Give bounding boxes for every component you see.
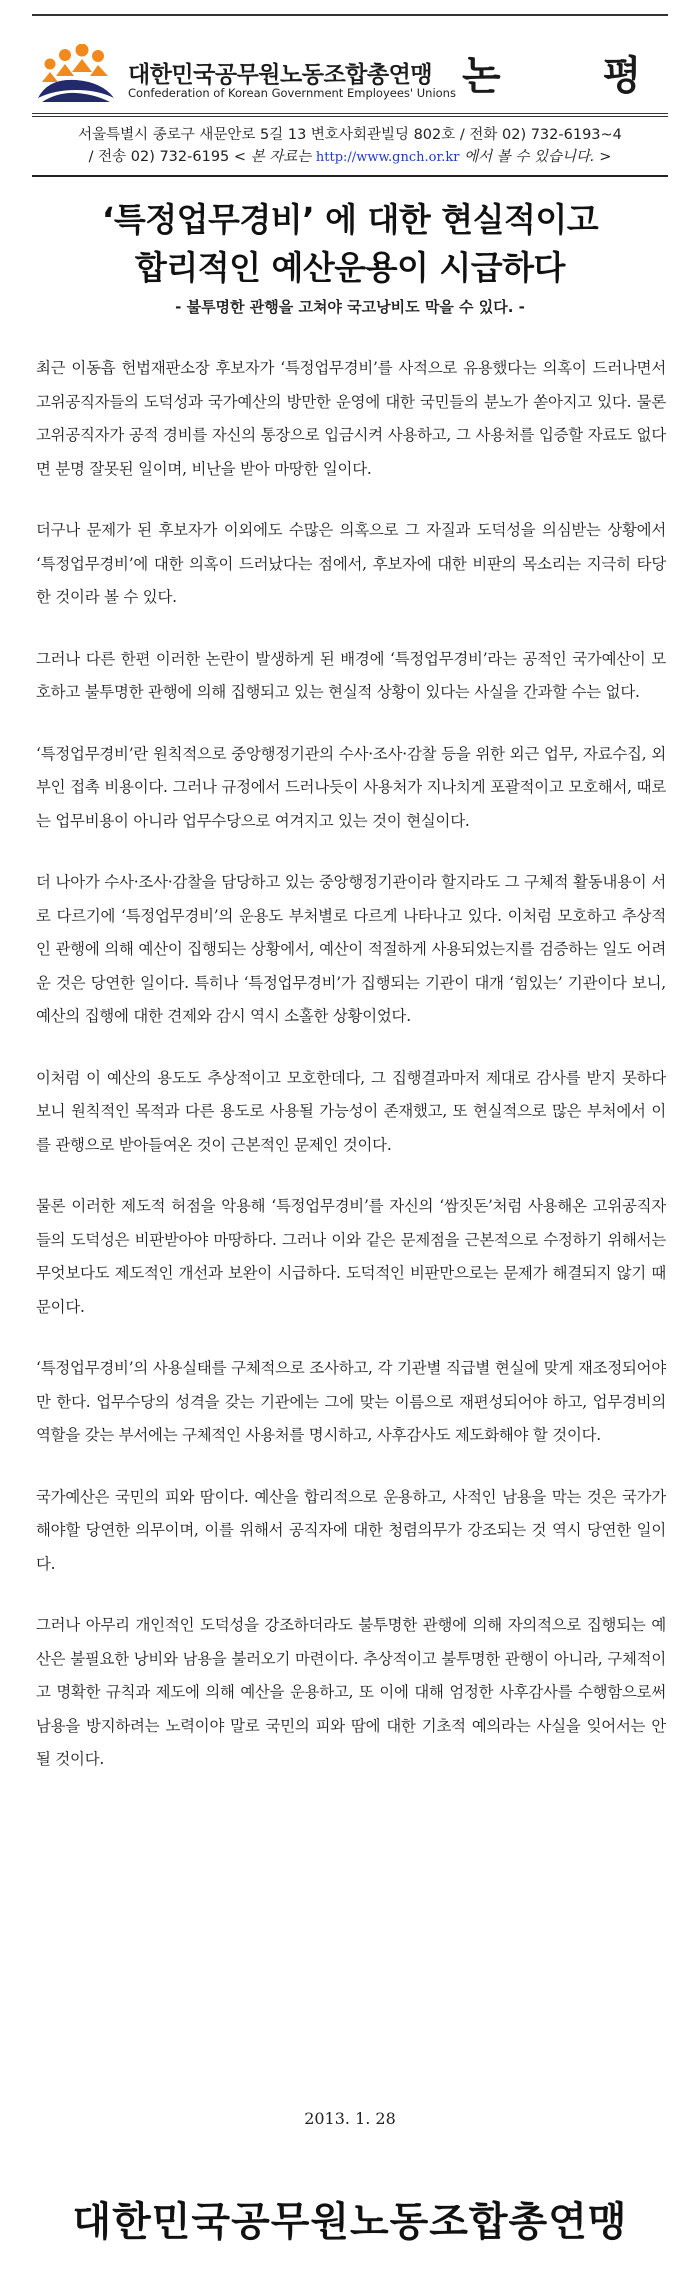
header-bottom-rule-2 xyxy=(32,116,668,117)
logo-head-2 xyxy=(59,49,71,61)
logo-arm-1 xyxy=(42,72,58,82)
footer-org-name: 대한민국공무원노동조합총연맹 xyxy=(72,2199,628,2245)
union-logo xyxy=(38,44,114,102)
logo-head-1 xyxy=(45,59,56,70)
body-paragraph: 그러나 다른 한편 이러한 논란이 발생하게 된 배경에 ‘특정업무경비’라는 공적인 국가예산이 모호하고 불투명한 관행에 의해 집행되고 있는 현실적 상황이 있다는 사실을 간과할 수는 없다. xyxy=(36,649,666,701)
body-paragraph: 더구나 문제가 된 후보자가 이외에도 수많은 의혹으로 그 자질과 도덕성을 의심받는 상황에서 ‘특정업무경비’에 대한 의혹이 드러났다는 점에서, 후보자에 대한 비판의 목소리는 지극히 타당한 것이라 볼 수 있다. xyxy=(36,521,666,606)
body-paragraph: ‘특정업무경비’란 원칙적으로 중앙행정기관의 수사·조사·감찰 등을 위한 외근 업무, 자료수집, 외부인 접촉 비용이다. 그러나 규정에서 드러나듯이 사용처가 지나치게 포괄적이고 모호해서, 때로는 업무비용이 아니라 업무수당으로 여겨지고 있는 것이 현실이다. xyxy=(36,744,666,830)
org-name-english: Confederation of Korean Government Employees' Unions xyxy=(128,86,456,100)
body-paragraph: 최근 이동흡 헌법재판소장 후보자가 ‘특정업무경비’를 사적으로 유용했다는 의혹이 드러나면서 고위공직자들의 도덕성과 국가예산의 방만한 운영에 대한 국민들의 분노가 쏟아지고 있다. 물론 고위공직자가 공적 경비를 자신의 통장으로 입금시켜 사용하고, 그 사용처를 입증할 자료도 없다면 분명 잘못된 일이며, 비난을 받아 마땅한 일이다. xyxy=(36,359,666,478)
logo-arm-2 xyxy=(56,64,74,76)
document-type-label: 논 평 xyxy=(462,53,686,99)
logo-arm-4 xyxy=(90,65,108,76)
org-name: 대한민국공무원노동조합총연맹 xyxy=(128,62,433,88)
document-subtitle: - 불투명한 관행을 고쳐야 국고낭비도 막을 수 있다. - xyxy=(175,298,525,316)
body-paragraph: 이처럼 이 예산의 용도도 추상적이고 모호한데다, 그 집행결과마저 제대로 감사를 받지 못하다 보니 원칙적인 목적과 다른 용도로 사용될 가능성이 존재했고, 또 현실적으로 많은 부처에서 이를 관행으로 받아들여온 것이 근본적인 문제인 것이다. xyxy=(36,1068,666,1154)
logo-head-4 xyxy=(92,50,104,62)
title-line-2: 합리적인 예산운용이 시급하다 xyxy=(135,248,565,287)
address-line-2 xyxy=(32,146,668,169)
contact-info xyxy=(32,124,668,169)
logo-base-stripe xyxy=(42,93,110,102)
contact-bottom-rule xyxy=(32,175,668,177)
body-paragraph: 더 나아가 수사·조사·감찰을 담당하고 있는 중앙행정기관이라 할지라도 그 구체적 활동내용이 서로 다르기에 ‘특정업무경비’의 운용도 부처별로 다르게 나타나고 있다. 이처럼 모호하고 추상적인 관행에 의해 예산이 집행되는 상황에서, 예산이 적절하게 사용되었는지를 검증하는 일도 어려운 것은 당연한 일이다. 특히나 ‘특정업무경비’가 집행되는 기관이 대개 ‘힘있는’ 기관이다 보니, 예산의 집행에 대한 견제와 감시 역시 소홀한 상황이었다. xyxy=(36,873,666,1025)
website-note-suffix: 에서 볼 수 있습니다. > xyxy=(464,149,612,165)
header-bottom-rule xyxy=(32,113,668,114)
body-paragraph: 국가예산은 국민의 피와 땀이다. 예산을 합리적으로 운용하고, 사적인 남용을 막는 것은 국가가 해야할 당연한 의무이며, 이를 위해서 공직자에 대한 청렴의무가 강조되는 것 역시 당연한 일이다. xyxy=(36,1487,666,1573)
logo-arm-3 xyxy=(72,59,92,72)
fax-number: / 전송 02) 732-6195 xyxy=(88,149,230,165)
website-link[interactable]: http://www.gnch.or.kr xyxy=(315,150,460,165)
document-title xyxy=(32,196,668,292)
body-paragraph: 그러나 아무리 개인적인 도덕성을 강조하더라도 불투명한 관행에 의해 자의적으로 집행되는 예산은 불필요한 낭비와 남용을 불러오기 마련이다. 추상적이고 불투명한 관행이 아니라, 구체적이고 명확한 규칙과 제도에 의해 예산을 운용하고, 또 이에 대해 엄정한 사후감사를 수행함으로써 남용을 방지하려는 노력이야 말로 국민의 피와 땀에 대한 기초적 예의라는 사실을 잊어서는 안 될 것이다. xyxy=(36,1616,666,1768)
title-line-1: ‘특정업무경비’ 에 대한 현실적이고 xyxy=(101,200,599,239)
document-body xyxy=(36,352,666,1805)
document-header xyxy=(32,14,686,117)
publication-date: 2013. 1. 28 xyxy=(304,2109,396,2128)
body-paragraph: 물론 이러한 제도적 허점을 악용해 ‘특정업무경비’를 자신의 ‘쌈짓돈’처럼 사용해온 고위공직자들의 도덕성은 비판받아야 마땅하다. 그러나 이와 같은 문제점을 근본적으로 수정하기 위해서는 무엇보다도 제도적인 개선과 보완이 시급하다. 도덕적인 비판만으로는 문제가 해결되지 않기 때문이다. xyxy=(36,1197,666,1316)
body-paragraph: ‘특정업무경비’의 사용실태를 구체적으로 조사하고, 각 기관별 직급별 현실에 맞게 재조정되어야만 한다. 업무수당의 성격을 갖는 기관에는 그에 맞는 이름으로 재편성되어야 하고, 업무경비의 역할을 갖는 부서에는 구체적인 사용처를 명시하고, 사후감사도 제도화해야 할 것이다. xyxy=(36,1359,666,1444)
header-top-rule xyxy=(32,14,668,16)
website-note-prefix: < 본 자료는 xyxy=(233,149,312,165)
address-line-1: 서울특별시 종로구 새문안로 5길 13 변호사회관빌딩 802호 / 전화 02) 732-6193~4 xyxy=(78,127,622,143)
logo-head-3 xyxy=(76,44,89,57)
